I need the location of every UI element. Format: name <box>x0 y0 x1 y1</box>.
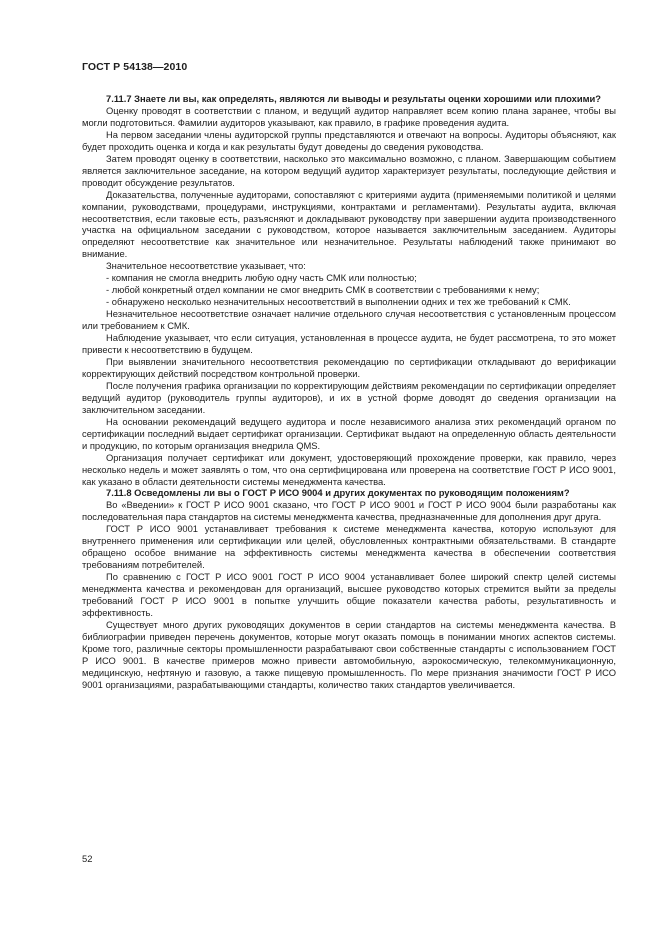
document-header: ГОСТ Р 54138—2010 <box>82 61 188 73</box>
paragraph: После получения графика организации по корректирующим действиям рекомендации по сертификации определяет ведущий аудитор (руководитель группы аудиторов), и их в устной форме доводят до сведения организации на заключительном заседании. <box>82 379 616 415</box>
paragraph: Оценку проводят в соответствии с планом, и ведущий аудитор направляет всем копию плана заранее, чтобы вы могли подготовиться. Фамилии аудиторов указывают, как правило, в графике проведения аудита. <box>82 104 616 128</box>
paragraph: ГОСТ Р ИСО 9001 устанавливает требования к системе менеджмента качества, которую используют для внутреннего применения или сертификации или целей, обусловленных контрактными обязательствами. В стандарте обращено особое внимание на эффективность системы менеджмента качества в обеспечении соответствия требованиям потребителей. <box>82 523 616 571</box>
paragraph: Затем проводят оценку в соответствии, насколько это максимально возможно, с планом. Завершающим событием является заключительное заседание, на котором ведущий аудитор характеризует результаты, последующие действия и проводит обсуждение результатов. <box>82 152 616 188</box>
paragraph: Во «Введении» к ГОСТ Р ИСО 9001 сказано, что ГОСТ Р ИСО 9001 и ГОСТ Р ИСО 9004 были разработаны как последовательная пара стандартов на системы менеджмента качества, предназначенные для дополнения друг друга. <box>82 499 616 523</box>
paragraph: Доказательства, полученные аудиторами, сопоставляют с критериями аудита (применяемыми политикой и целями компании, руководствами, процедурами, инструкциями, контрактами и регламентами). Результаты аудита, включая несоответствия, если таковые есть, разъясняют и докладывают руководству при завершении аудита производственного участка на официальном заседании с руководством, которое называется заключительным заседанием. Аудиторы определяют несоответствие как значительное или незначительное. Результаты наблюдений также принимают во внимание. <box>82 188 616 260</box>
page-number: 52 <box>82 853 93 864</box>
paragraph: По сравнению с ГОСТ Р ИСО 9001 ГОСТ Р ИСО 9004 устанавливает более широкий спектр целей системы менеджмента качества и рекомендован для организаций, высшее руководство которых стремится выйти за пределы требований ГОСТ Р ИСО 9001 в попытке улучшить общие показатели качества работы, результативность и эффективность. <box>82 571 616 618</box>
paragraph: Наблюдение указывает, что если ситуация, установленная в процессе аудита, не будет рассмотрена, то это может привести к несоответствию в будущем. <box>82 332 616 356</box>
list-item: - любой конкретный отдел компании не смог внедрить СМК в соответствии с требованиями к нему; <box>106 284 540 296</box>
paragraph: На первом заседании члены аудиторской группы представляются и отвечают на вопросы. Аудиторы объясняют, как будет проходить оценка и когда и как результаты будут доведены до сведения руководства. <box>82 128 616 152</box>
paragraph: При выявлении значительного несоответствия рекомендацию по сертификации откладывают до верификации корректирующих действий посредством контрольной проверки. <box>82 355 616 379</box>
document-body <box>82 93 616 691</box>
paragraph: На основании рекомендаций ведущего аудитора и после независимого анализа этих рекомендаций органом по сертификации последний выдает сертификат организации. Сертификат выдают на определенную область деятельности и продукцию, по которым организация внедрила QMS. <box>82 415 616 451</box>
paragraph: Значительное несоответствие указывает, что: <box>106 260 306 272</box>
list-item: - обнаружено несколько незначительных несоответствий в выполнении одних и тех же требований к СМК. <box>106 296 571 308</box>
list-item: - компания не смогла внедрить любую одну часть СМК или полностью; <box>106 272 417 284</box>
paragraph: Существует много других руководящих документов в серии стандартов на системы менеджмента качества. В библиографии приведен перечень документов, которые могут оказать помощь в понимании многих аспектов системы. Кроме того, различные секторы промышленности разрабатывают свои собственные стандарты с использованием ГОСТ Р ИСО 9001. В качестве примеров можно привести автомобильную, аэрокосмическую, телекоммуникационную, медицинскую, нефтяную и газовую, а также пищевую промышленность. По мере признания значимости ГОСТ Р ИСО 9001 организациями, разрабатывающими стандарты, количество таких стандартов увеличивается. <box>82 618 616 690</box>
paragraph: Организация получает сертификат или документ, удостоверяющий прохождение проверки, как правило, через несколько недель и может заявлять о том, что она сертифицирована или проверена на соответствие ГОСТ Р ИСО 9001, как указано в области деятельности системы менеджмента качества. <box>82 451 616 487</box>
section-heading: 7.11.7 Знаете ли вы, как определять, являются ли выводы и результаты оценки хорошими или плохими? <box>106 93 602 104</box>
section-heading: 7.11.8 Осведомлены ли вы о ГОСТ Р ИСО 9004 и других документах по руководящим положениям? <box>106 487 570 499</box>
paragraph: Незначительное несоответствие означает наличие отдельного случая несоответствия с установленным процессом или требованием к СМК. <box>82 308 616 332</box>
